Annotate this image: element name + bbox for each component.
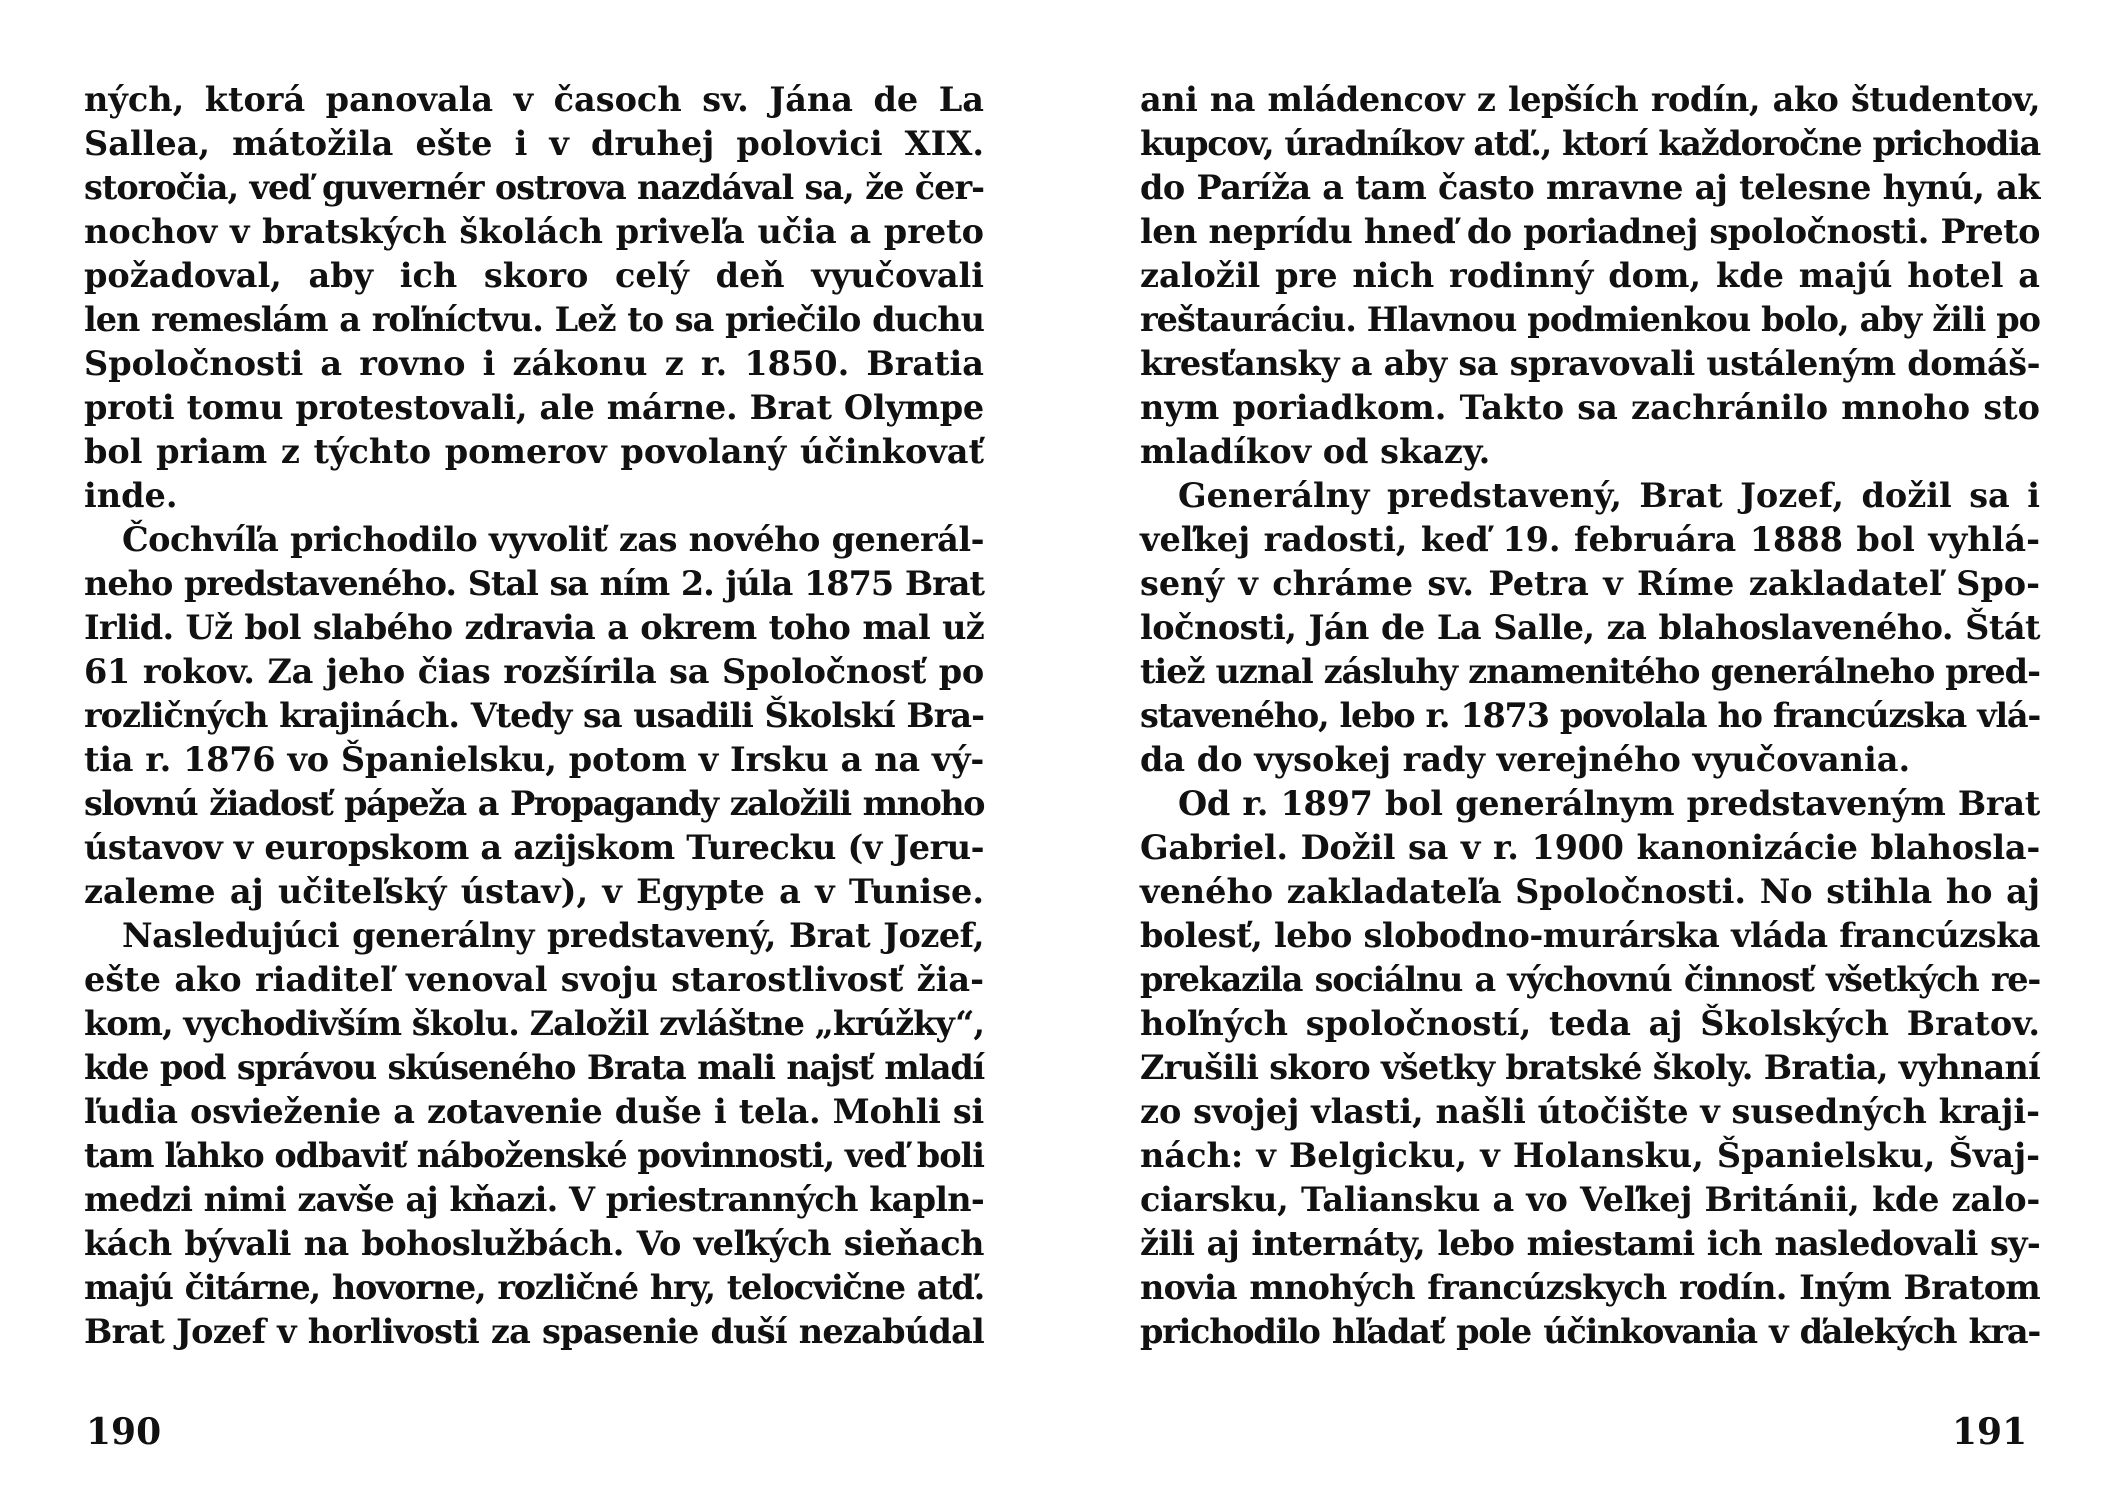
left-page xyxy=(84,78,984,1354)
text-line: medzi nimi zavše aj kňazi. V priestranných kapln- xyxy=(84,1180,984,1219)
text-line: ústavov v europskom a azijskom Turecku (v Jeru- xyxy=(84,828,984,867)
text-line: Zrušili skoro všetky bratské školy. Bratia, vyhnaní xyxy=(1140,1048,2040,1087)
text-line: kresťansky a aby sa spravovali ustáleným domáš- xyxy=(1140,344,2040,383)
text-line: Gabriel. Dožil sa v r. 1900 kanonizácie blahosla- xyxy=(1140,828,2040,867)
text-line: Od r. 1897 bol generálnym predstaveným Brat xyxy=(1178,784,2040,823)
text-line: veľkej radosti, keď 19. februára 1888 bol vyhlá- xyxy=(1140,520,2040,559)
text-line: Spoločnosti a rovno i zákonu z r. 1850. Bratia xyxy=(84,344,984,383)
text-line: rozličných krajinách. Vtedy sa usadili Školskí Bra- xyxy=(84,696,984,735)
text-line: nochov v bratských školách priveľa učia a preto xyxy=(84,212,984,251)
text-line: inde. xyxy=(84,476,178,515)
text-line: kupcov, úradníkov atď., ktorí každoročne prichodia xyxy=(1140,124,2040,163)
text-line: bolesť, lebo slobodno-murárska vláda francúzska xyxy=(1140,916,2040,955)
text-line: len remeslám a roľníctvu. Lež to sa priečilo duchu xyxy=(84,300,984,339)
right-page-text xyxy=(1140,78,2040,1354)
text-line: ešte ako riaditeľ venoval svoju starostlivosť žia- xyxy=(84,960,984,999)
text-line: sený v chráme sv. Petra v Ríme zakladateľ Spo- xyxy=(1140,564,2040,603)
text-line: ciarsku, Taliansku a vo Veľkej Británii, kde zalo- xyxy=(1140,1180,2040,1219)
text-line: slovnú žiadosť pápeža a Propagandy založili mnoho xyxy=(84,784,984,823)
text-line: prichodilo hľadať pole účinkovania v ďalekých kra- xyxy=(1140,1312,2040,1351)
text-line: zo svojej vlasti, našli útočište v susedných kraji- xyxy=(1140,1092,2040,1131)
text-line: prekazila sociálnu a výchovnú činnosť všetkých re- xyxy=(1140,960,2040,999)
text-line: kách bývali na bohoslužbách. Vo veľkých sieňach xyxy=(84,1224,984,1263)
text-line: da do vysokej rady verejného vyučovania. xyxy=(1140,740,1911,779)
text-line: založil pre nich rodinný dom, kde majú hotel a xyxy=(1140,256,2040,295)
text-line: hoľných spoločností, teda aj Školských Bratov. xyxy=(1140,1004,2040,1043)
right-page-number: 191 xyxy=(1952,1411,2028,1453)
text-line: kom, vychodivším školu. Založil zvláštne „krúžky“, xyxy=(84,1004,984,1043)
left-page-text xyxy=(84,78,984,1354)
text-line: neho predstaveného. Stal sa ním 2. júla 1875 Brat xyxy=(84,564,984,603)
text-line: do Paríža a tam často mravne aj telesne hynú, ak xyxy=(1140,168,2040,207)
text-line: majú čitárne, hovorne, rozličné hry, telocvične atď. xyxy=(84,1268,984,1307)
text-line: ľudia osvieženie a zotavenie duše i tela. Mohli si xyxy=(84,1092,984,1131)
text-line: proti tomu protestovali, ale márne. Brat Olympe xyxy=(84,388,984,427)
text-line: novia mnohých francúzskych rodín. Iným Bratom xyxy=(1140,1268,2040,1307)
text-line: reštauráciu. Hlavnou podmienkou bolo, aby žili po xyxy=(1140,300,2040,339)
text-line: Generálny predstavený, Brat Jozef, dožil sa i xyxy=(1178,476,2040,515)
text-line: Irlid. Už bol slabého zdravia a okrem toho mal už xyxy=(84,608,984,647)
text-line: veného zakladateľa Spoločnosti. No stihla ho aj xyxy=(1140,872,2040,911)
text-line: nách: v Belgicku, v Holansku, Španielsku, Švaj- xyxy=(1140,1136,2040,1175)
text-line: zaleme aj učiteľský ústav), v Egypte a v Tunise. xyxy=(84,872,984,911)
text-line: Čochvíľa prichodilo vyvoliť zas nového generál- xyxy=(122,520,984,559)
text-line: kde pod správou skúseného Brata mali najsť mladí xyxy=(84,1048,984,1087)
text-line: ani na mládencov z lepších rodín, ako študentov, xyxy=(1140,80,2040,119)
text-line: tia r. 1876 vo Španielsku, potom v Irsku a na vý- xyxy=(84,740,984,779)
right-page xyxy=(1140,78,2040,1354)
text-line: Nasledujúci generálny predstavený, Brat Jozef, xyxy=(122,916,984,955)
text-line: storočia, veď guvernér ostrova nazdával sa, že čer- xyxy=(84,168,984,207)
text-line: ločnosti, Ján de La Salle, za blahoslaveného. Štát xyxy=(1140,608,2040,647)
left-page-number: 190 xyxy=(86,1411,162,1453)
text-line: mladíkov od skazy. xyxy=(1140,432,1491,471)
text-line: ných, ktorá panovala v časoch sv. Jána de La xyxy=(84,80,984,119)
text-line: staveného, lebo r. 1873 povolala ho francúzska vlá- xyxy=(1140,696,2040,735)
text-line: nym poriadkom. Takto sa zachránilo mnoho sto xyxy=(1140,388,2040,427)
text-line: len neprídu hneď do poriadnej spoločnosti. Preto xyxy=(1140,212,2040,251)
text-line: bol priam z týchto pomerov povolaný účinkovať xyxy=(84,432,984,471)
text-line: 61 rokov. Za jeho čias rozšírila sa Spoločnosť po xyxy=(84,652,984,691)
text-line: tam ľahko odbaviť náboženské povinnosti, veď boli xyxy=(84,1136,984,1175)
text-line: tiež uznal zásluhy znamenitého generálneho pred- xyxy=(1140,652,2040,691)
text-line: Brat Jozef v horlivosti za spasenie duší nezabúdal xyxy=(84,1312,984,1351)
text-line: žili aj internáty, lebo miestami ich nasledovali sy- xyxy=(1140,1224,2040,1263)
text-line: Sallea, mátožila ešte i v druhej polovici XIX. xyxy=(84,124,984,163)
text-line: požadoval, aby ich skoro celý deň vyučovali xyxy=(84,256,984,295)
